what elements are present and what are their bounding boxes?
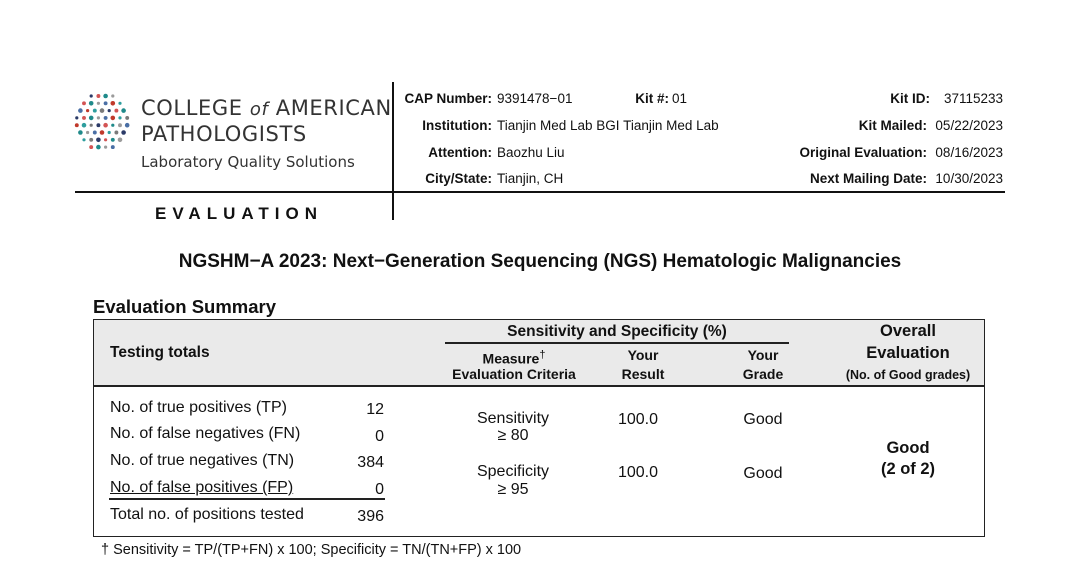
logo-dot	[111, 101, 116, 106]
header-vertical-divider	[392, 82, 394, 220]
totals-label-fp: No. of false positives (FP)	[110, 479, 294, 496]
logo-dot	[96, 123, 100, 127]
measure-specificity-grade: Good	[743, 465, 783, 482]
logo-dot	[96, 94, 100, 98]
totals-value-tn: 384	[357, 454, 384, 471]
overall-header-line1: Overall	[880, 322, 936, 340]
table-header-divider	[94, 385, 984, 387]
your-result-header-line1: Your	[627, 347, 659, 363]
logo-dot	[82, 101, 86, 105]
logo-dot	[111, 124, 114, 127]
measure-specificity-name: Specificity	[476, 463, 550, 480]
measure-header: Measure†	[482, 349, 546, 367]
logo-dot	[90, 124, 93, 127]
logo-dot	[121, 130, 126, 135]
logo-dot	[93, 131, 97, 135]
logo-dot	[111, 116, 116, 121]
logo-dot	[89, 116, 94, 121]
logo-dot	[108, 109, 111, 112]
logo-dot	[114, 131, 118, 135]
logo-dot	[118, 138, 123, 143]
logo-dot	[104, 101, 108, 105]
cap-number-value: 9391478−01	[497, 91, 573, 106]
logo-dot	[97, 116, 100, 119]
logo-dot	[111, 145, 115, 149]
logo-dot	[100, 108, 105, 113]
logo-dot	[75, 123, 79, 127]
measure-specificity-criteria: ≥ 95	[497, 481, 529, 498]
measure-sensitivity-result: 100.0	[617, 411, 659, 428]
logo-dot	[103, 94, 108, 99]
measure-sensitivity-criteria: ≥ 80	[497, 427, 529, 444]
city-state-label: City/State:	[425, 171, 492, 186]
institution-value: Tianjin Med Lab BGI Tianjin Med Lab	[497, 118, 719, 133]
logo-dot	[104, 138, 107, 141]
logo-dot	[96, 145, 101, 150]
evaluation-criteria-header: Evaluation Criteria	[452, 366, 576, 382]
next-mailing-date-value: 10/30/2023	[935, 171, 1003, 186]
logo-text-line2: PATHOLOGISTS	[141, 122, 307, 146]
your-grade-header-line1: Your	[747, 347, 779, 363]
logo-dot	[82, 123, 87, 128]
totals-label-total: Total no. of positions tested	[110, 506, 304, 523]
logo-dot	[118, 116, 121, 119]
logo-dot	[89, 145, 93, 149]
institution-label: Institution:	[422, 118, 492, 133]
your-grade-header-line2: Grade	[742, 366, 784, 382]
logo-dot	[108, 131, 111, 134]
logo-dot	[78, 130, 83, 135]
overall-grade-count: (2 of 2)	[880, 460, 936, 478]
logo-dot	[89, 138, 93, 142]
logo-dot	[89, 101, 94, 106]
kit-mailed-value: 05/22/2023	[935, 118, 1003, 133]
logo-dot	[104, 146, 107, 149]
measure-sensitivity-grade: Good	[743, 411, 783, 428]
totals-label-fn: No. of false negatives (FN)	[110, 425, 301, 442]
footnote	[101, 542, 521, 558]
header-horizontal-divider	[75, 191, 1005, 193]
logo-dot	[93, 109, 97, 113]
good-grades-header: (No. of Good grades)	[845, 368, 971, 382]
original-evaluation-label: Original Evaluation:	[799, 145, 927, 160]
measure-sensitivity-name: Sensitivity	[476, 410, 550, 427]
logo-dot	[82, 138, 85, 141]
attention-label: Attention:	[428, 145, 492, 160]
logo-tagline: Laboratory Quality Solutions	[141, 153, 355, 171]
totals-value-fp: 0	[375, 481, 384, 498]
logo-dot	[82, 116, 86, 120]
summary-heading: Evaluation Summary	[93, 296, 277, 317]
logo-dot	[86, 131, 89, 134]
cap-logo-dots	[72, 92, 132, 154]
your-result-header-line2: Result	[621, 366, 665, 382]
logo-dot	[78, 108, 83, 113]
logo-dot	[104, 116, 108, 120]
logo-dot	[90, 94, 93, 97]
logo-dot	[96, 138, 101, 143]
totals-value-fn: 0	[375, 428, 384, 445]
testing-totals-header: Testing totals	[110, 344, 210, 361]
logo-dot	[111, 94, 114, 97]
kit-mailed-label: Kit Mailed:	[858, 118, 927, 133]
kit-number-value: 01	[672, 91, 688, 106]
logo-dot	[114, 109, 118, 113]
city-state-value: Tianjin, CH	[497, 171, 564, 186]
logo-dot	[118, 123, 122, 127]
logo-dot	[118, 102, 121, 105]
totals-value-tp: 12	[366, 401, 384, 418]
logo-dot	[97, 102, 100, 105]
footnote-dagger: †	[101, 542, 110, 558]
sensitivity-specificity-underline	[445, 342, 789, 344]
kit-id-value: 37115233	[943, 91, 1003, 106]
cap-number-label: CAP Number:	[404, 91, 492, 106]
totals-value-total: 396	[357, 508, 384, 525]
section-label: EVALUATION	[155, 204, 323, 223]
next-mailing-date-label: Next Mailing Date:	[809, 171, 927, 186]
original-evaluation-value: 08/16/2023	[935, 145, 1003, 160]
kit-id-label: Kit ID:	[890, 91, 930, 106]
sensitivity-specificity-header: Sensitivity and Specificity (%)	[507, 323, 727, 340]
document-title: NGSHM−A 2023: Next−Generation Sequencing (NGS) Hematologic Malignancies	[178, 251, 902, 272]
logo-text-line1: COLLEGE of AMERICAN	[141, 96, 392, 120]
logo-dot	[121, 108, 126, 113]
logo-dot	[125, 123, 130, 128]
footnote-text: Sensitivity = TP/(TP+FN) x 100; Specificity = TN/(TN+FP) x 100	[113, 542, 522, 558]
logo-dot	[86, 109, 89, 112]
totals-label-tp: No. of true positives (TP)	[110, 399, 287, 416]
logo-dot	[100, 130, 105, 135]
logo-dot	[75, 116, 78, 119]
logo-dot	[125, 116, 129, 120]
measure-specificity-result: 100.0	[617, 464, 659, 481]
overall-grade: Good	[886, 439, 930, 457]
attention-value: Baozhu Liu	[497, 145, 565, 160]
totals-label-tn: No. of true negatives (TN)	[110, 452, 295, 469]
logo-dot	[103, 123, 108, 128]
totals-sum-rule	[109, 498, 385, 500]
kit-number-label: Kit #:	[635, 91, 669, 106]
overall-header-line2: Evaluation	[866, 344, 950, 362]
logo-dot	[111, 138, 115, 142]
